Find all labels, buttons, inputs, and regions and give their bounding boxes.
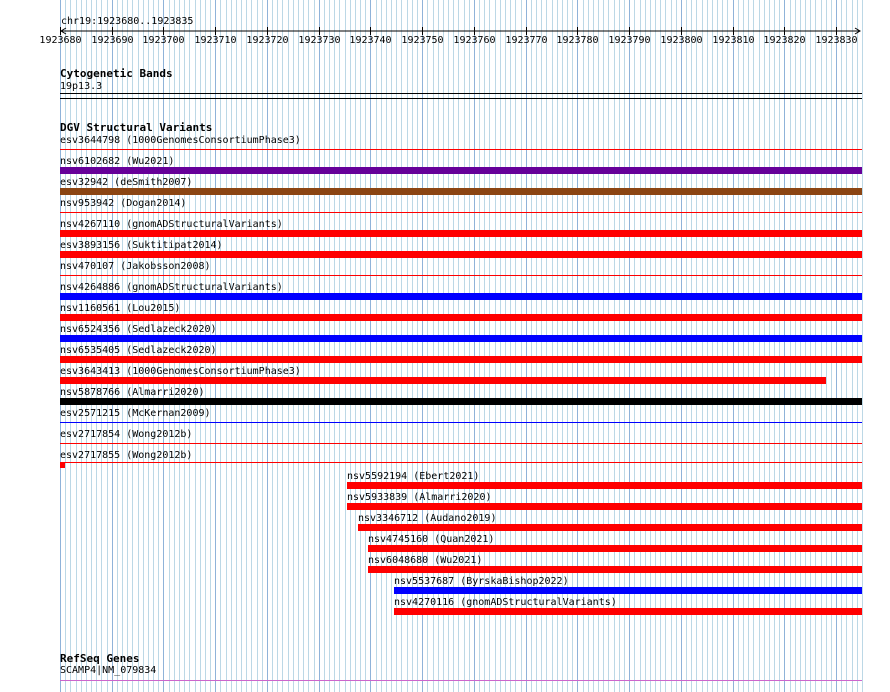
dgv-feature-label[interactable]: nsv6102682 (Wu2021) <box>60 156 175 167</box>
ruler-tick-label: 1923740 <box>349 35 392 46</box>
dgv-feature-bar[interactable] <box>347 482 862 489</box>
dgv-feature-label[interactable]: esv3893156 (Suktitipat2014) <box>60 240 223 251</box>
dgv-feature-bar[interactable] <box>60 212 862 213</box>
dgv-feature-label[interactable]: nsv1160561 (Lou2015) <box>60 303 181 314</box>
ruler-tick-label: 1923810 <box>712 35 755 46</box>
dgv-feature-bar[interactable] <box>60 335 862 342</box>
dgv-feature-label[interactable]: nsv4270116 (gnomADStructuralVariants) <box>394 597 617 608</box>
dgv-feature-bar[interactable] <box>394 608 862 615</box>
dgv-feature-bar[interactable] <box>368 566 862 573</box>
ruler-tick-label: 1923800 <box>660 35 703 46</box>
dgv-feature-bar[interactable] <box>60 167 862 174</box>
dgv-feature-label[interactable]: esv2717854 (Wong2012b) <box>60 429 193 440</box>
dgv-feature-label[interactable]: nsv5537687 (ByrskaBishop2022) <box>394 576 569 587</box>
dgv-feature-label[interactable]: nsv6524356 (Sedlazeck2020) <box>60 324 217 335</box>
dgv-feature-bar[interactable] <box>60 377 826 384</box>
dgv-feature-label[interactable]: esv3643413 (1000GenomesConsortiumPhase3) <box>60 366 301 377</box>
dgv-feature-label[interactable]: nsv6048680 (Wu2021) <box>368 555 483 566</box>
ruler-tick-label: 1923720 <box>246 35 289 46</box>
dgv-feature-bar[interactable] <box>60 422 862 423</box>
ruler-tick-label: 1923790 <box>608 35 651 46</box>
dgv-feature-label[interactable]: nsv3346712 (Audano2019) <box>358 513 497 524</box>
dgv-feature-label[interactable]: nsv953942 (Dogan2014) <box>60 198 187 209</box>
dgv-feature-bar[interactable] <box>60 251 862 258</box>
ruler-tick-label: 1923760 <box>453 35 496 46</box>
ruler-tick-label: 1923680 <box>39 35 82 46</box>
cytoband-band-label: 19p13.3 <box>60 81 103 92</box>
dgv-feature-bar[interactable] <box>60 230 862 237</box>
dgv-track-title[interactable]: DGV Structural Variants <box>60 121 213 134</box>
dgv-feature-bar[interactable] <box>60 188 862 195</box>
dgv-feature-label[interactable]: nsv6535405 (Sedlazeck2020) <box>60 345 217 356</box>
refseq-gene-line[interactable] <box>60 680 862 681</box>
ruler-tick-label: 1923770 <box>505 35 548 46</box>
dgv-feature-bar[interactable] <box>60 314 862 321</box>
cytoband-line-1 <box>60 93 862 94</box>
ruler-tick-label: 1923750 <box>401 35 444 46</box>
dgv-feature-label[interactable]: nsv4264886 (gnomADStructuralVariants) <box>60 282 283 293</box>
dgv-feature-bar[interactable] <box>60 149 862 150</box>
cytoband-line-2 <box>60 98 862 99</box>
refseq-gene-label[interactable]: SCAMP4|NM_079834 <box>60 665 157 676</box>
ruler-tick-label: 1923700 <box>142 35 185 46</box>
dgv-feature-label[interactable]: nsv4745160 (Quan2021) <box>368 534 495 545</box>
dgv-feature-bar[interactable] <box>394 587 862 594</box>
dgv-feature-label[interactable]: esv2717855 (Wong2012b) <box>60 450 193 461</box>
dgv-feature-bar[interactable] <box>347 503 862 510</box>
dgv-feature-label[interactable]: esv3644798 (1000GenomesConsortiumPhase3) <box>60 135 301 146</box>
dgv-feature-label[interactable]: esv2571215 (McKernan2009) <box>60 408 211 419</box>
ruler-tick-label: 1923730 <box>298 35 341 46</box>
dgv-feature-bar[interactable] <box>60 398 862 405</box>
ruler-tick-label: 1923780 <box>556 35 599 46</box>
dgv-feature-connector <box>60 462 862 463</box>
ruler-range-label: chr19:1923680..1923835 <box>61 16 194 27</box>
dgv-feature-label[interactable]: nsv5878766 (Almarri2020) <box>60 387 205 398</box>
dgv-feature-bar[interactable] <box>60 443 862 444</box>
ruler-tick-label: 1923830 <box>815 35 858 46</box>
ruler-tick-label: 1923820 <box>763 35 806 46</box>
dgv-feature-label[interactable]: nsv5592194 (Ebert2021) <box>347 471 480 482</box>
dgv-feature-bar[interactable] <box>368 545 862 552</box>
dgv-feature-bar[interactable] <box>60 293 862 300</box>
ruler-tick-label: 1923710 <box>194 35 237 46</box>
dgv-feature-label[interactable]: nsv5933839 (Almarri2020) <box>347 492 492 503</box>
dgv-feature-bar[interactable] <box>60 275 862 276</box>
cytoband-track-title[interactable]: Cytogenetic Bands <box>60 67 173 80</box>
dgv-feature-bar[interactable] <box>60 462 65 468</box>
refseq-track-title[interactable]: RefSeq Genes <box>60 652 140 665</box>
ruler-tick-label: 1923690 <box>91 35 134 46</box>
dgv-feature-label[interactable]: nsv470107 (Jakobsson2008) <box>60 261 211 272</box>
dgv-feature-label[interactable]: nsv4267110 (gnomADStructuralVariants) <box>60 219 283 230</box>
dgv-feature-label[interactable]: esv32942 (deSmith2007) <box>60 177 193 188</box>
dgv-feature-bar[interactable] <box>358 524 862 531</box>
dgv-feature-bar[interactable] <box>60 356 862 363</box>
